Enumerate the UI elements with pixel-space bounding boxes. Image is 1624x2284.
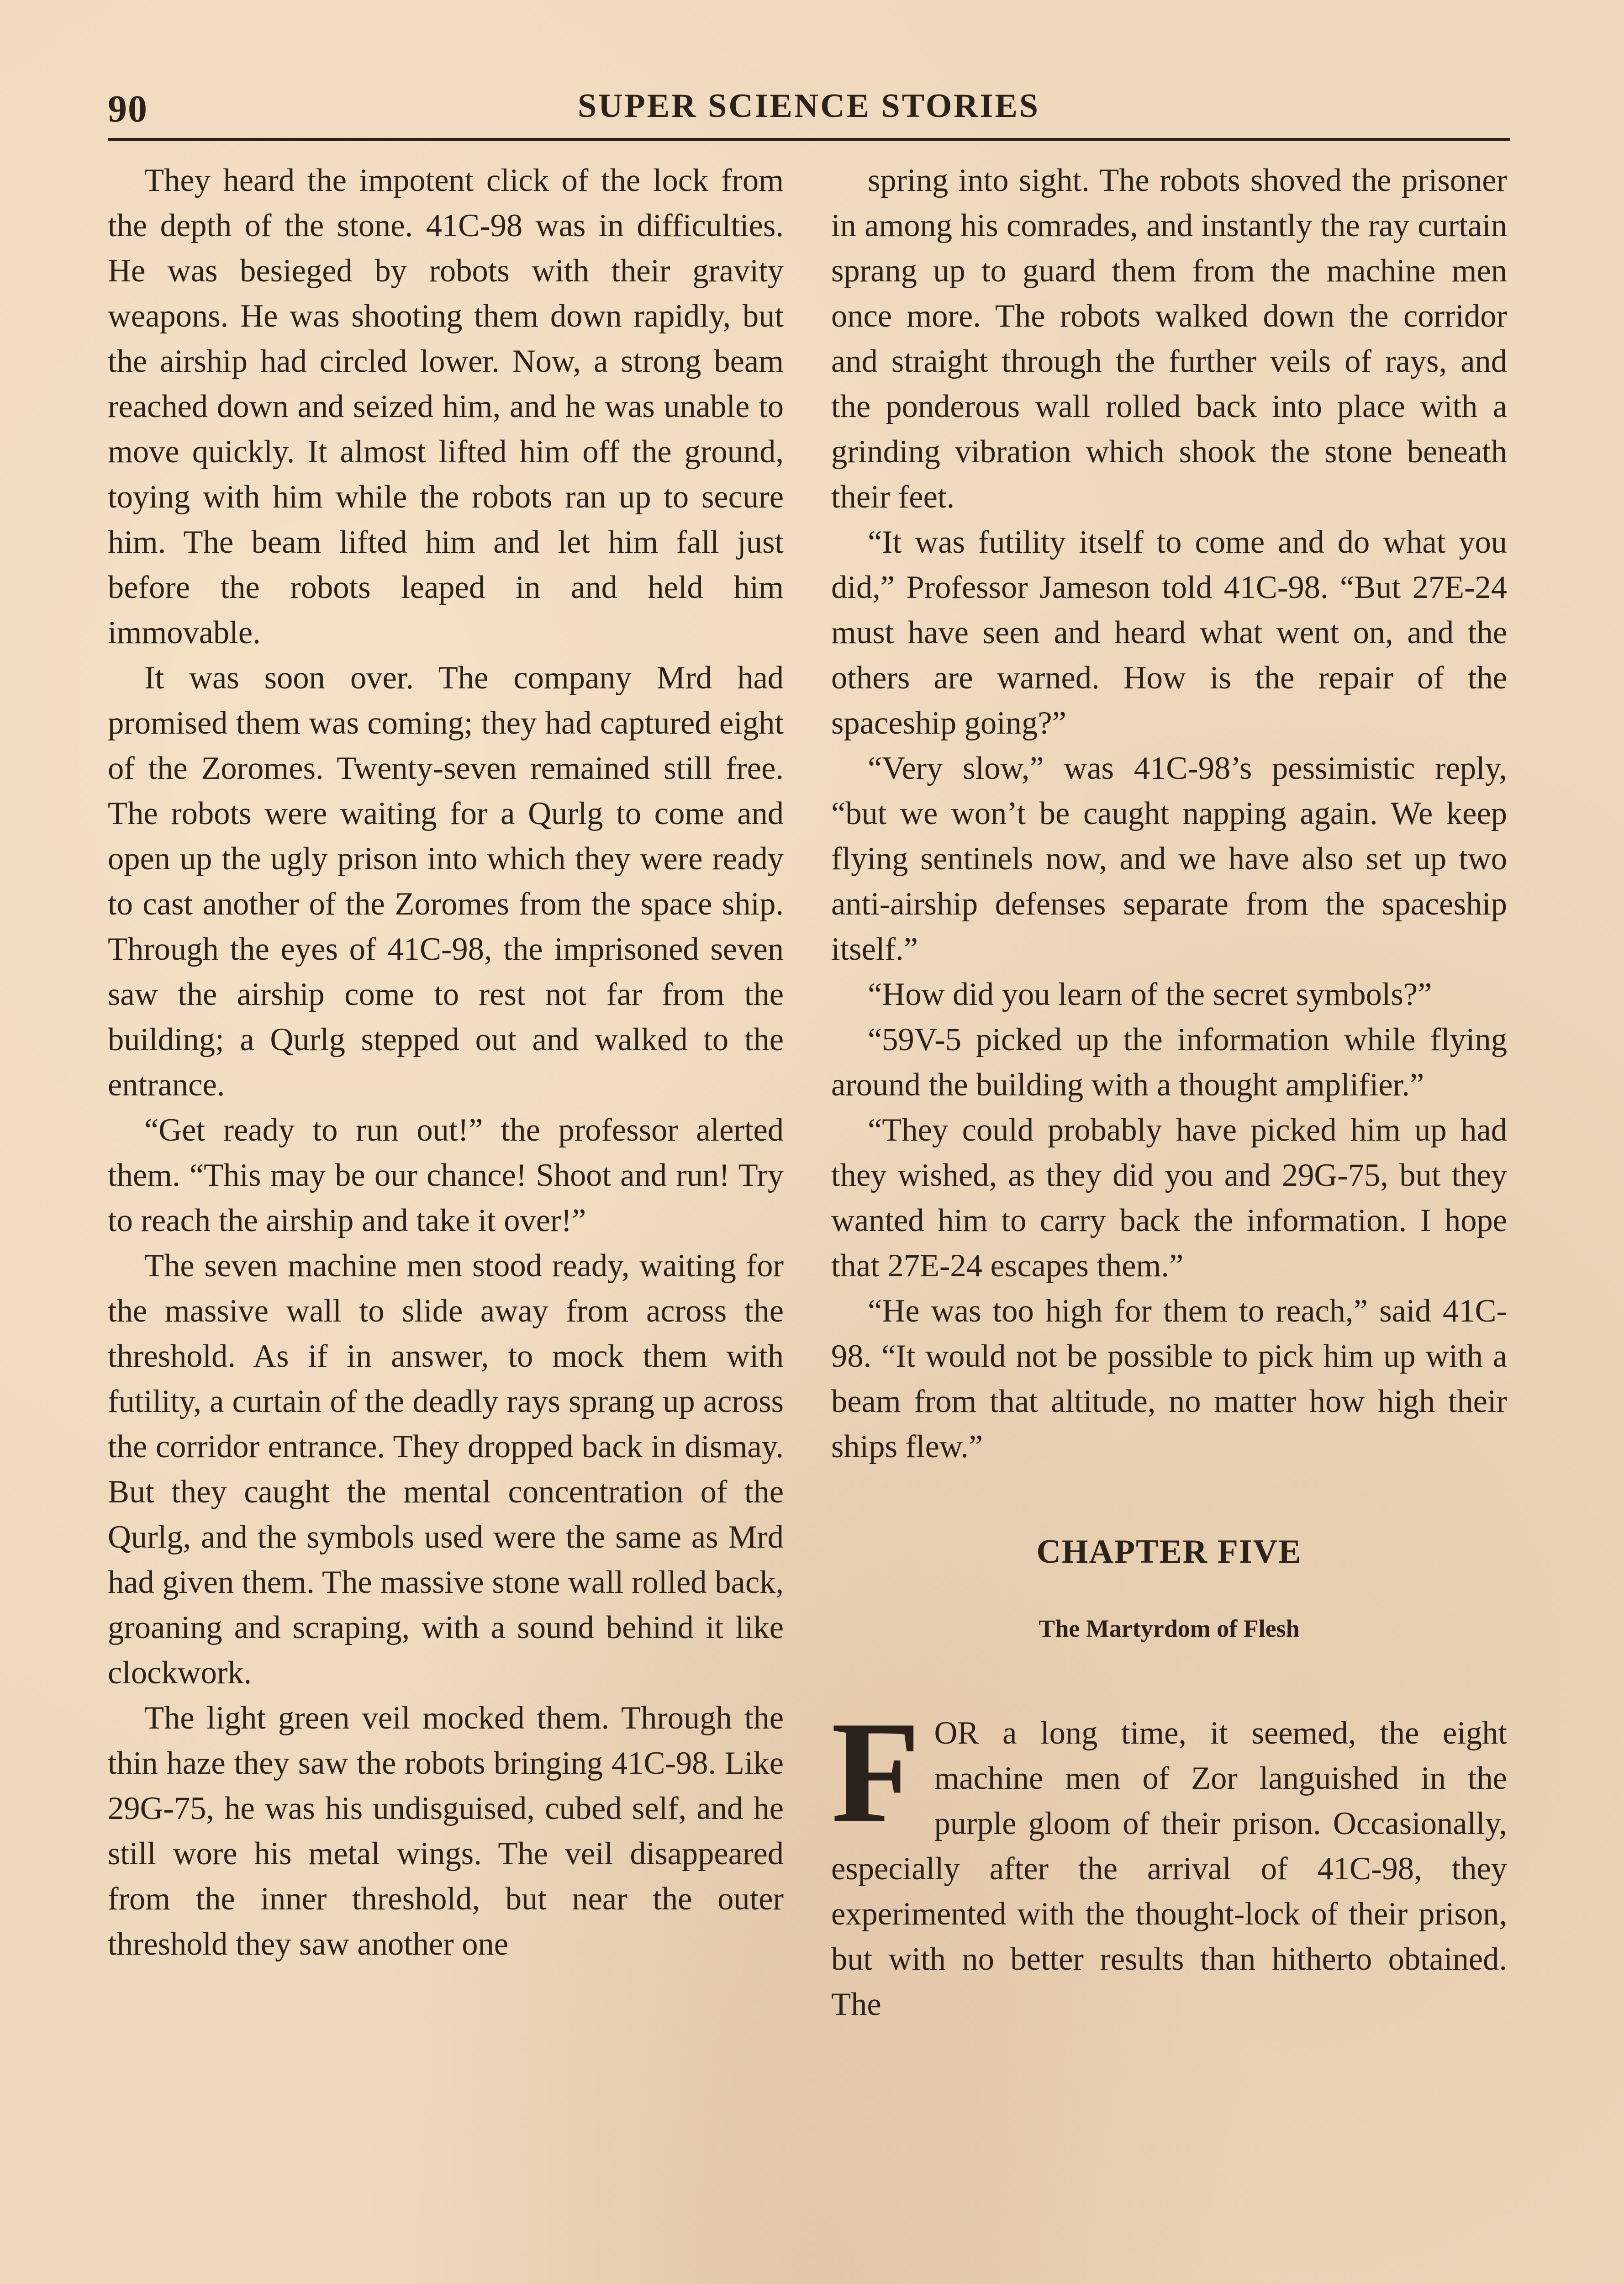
paragraph: They heard the impotent click of the lock from the depth of the stone. 41C-98 was in difficulties. He was besieged by robots with their gravity weapons. He was shooting them down rapidly, but the airship had circled lower. Now, a strong beam reached down and seized him, and he was unable to move quickly. It almost lifted him off the ground, toying with him while the robots ran up to secure him. The beam lifted him and let him fall just before the robots leaped in and held him immovable.: [108, 163, 784, 650]
header-rule: [108, 138, 1510, 141]
paragraph: “Very slow,” was 41C-98’s pessimistic reply, “but we won’t be caught napping again. We keep flying sentinels now, and we have also set up two anti-airship defenses separate from the spaceship itself.”: [831, 751, 1507, 967]
left-column: [108, 158, 784, 1967]
chapter-subtitle: The Martyrdom of Flesh: [1039, 1615, 1300, 1642]
paragraph: spring into sight. The robots shoved the prisoner in among his comrades, and instantly the ray curtain sprang up to guard them from the machine men once more. The robots walked down the corridor and straight through the further veils of rays, and the ponderous wall rolled back into place with a grinding vibration which shook the stone beneath their feet.: [831, 163, 1507, 515]
paragraph: The light green veil mocked them. Through the thin haze they saw the robots bringing 41C-98. Like 29G-75, he was his undisguised, cubed self, and he still wore his metal wings. The veil disappeared from the inner threshold, but near the outer threshold they saw another one: [108, 1700, 784, 1962]
paragraph: “He was too high for them to reach,” said 41C-98. “It would not be possible to pick him up with a beam from that altitude, no matter how high their ships flew.”: [831, 1293, 1507, 1465]
chapter-title: CHAPTER FIVE: [1036, 1533, 1302, 1570]
paragraph: The seven machine men stood ready, waiting for the massive wall to slide away from across the threshold. As if in answer, to mock them with futility, a curtain of the deadly rays sprang up across the corridor entrance. They dropped back in dismay. But they caught the mental concentration of the Qurlg, and the symbols used were the same as Mrd had given them. The massive stone wall rolled back, groaning and scraping, with a sound behind it like clockwork.: [108, 1248, 784, 1691]
paragraph: “How did you learn of the secret symbols?”: [868, 977, 1432, 1012]
chapter-opening-paragraph: [831, 1692, 1507, 2027]
chapter-opening-text: OR a long time, it seemed, the eight machine men of Zor languished in the purple gloom of their prison. Occasionally, especially after the arrival of 41C-98, they experimented with the thought-lock of their prison, but with no better results than hitherto obtained. The: [831, 1715, 1507, 2022]
drop-cap: F: [831, 1692, 921, 1853]
chapter-heading: [831, 1529, 1507, 1647]
paragraph: It was soon over. The company Mrd had promised them was coming; they had captured eight of the Zoromes. Twenty-seven remained still free. The robots were waiting for a Qurlg to come and open up the ugly prison into which they were ready to cast another of the Zoromes from the space ship. Through the eyes of 41C-98, the imprisoned seven saw the airship come to rest not far from the building; a Qurlg stepped out and walked to the entrance.: [108, 660, 784, 1103]
page-number: 90: [108, 88, 148, 130]
running-title: SUPER SCIENCE STORIES: [577, 87, 1040, 125]
paragraph: “They could probably have picked him up had they wished, as they did you and 29G-75, but they wanted him to carry back the information. I hope that 27E-24 escapes them.”: [831, 1112, 1507, 1284]
paragraph: “59V-5 picked up the information while flying around the building with a thought amplifier.”: [831, 1022, 1507, 1103]
paragraph: “Get ready to run out!” the professor alerted them. “This may be our chance! Shoot and run! Try to reach the airship and take it over!”: [108, 1112, 784, 1238]
page-header: [108, 87, 1510, 137]
right-column: [831, 158, 1507, 2027]
paragraph: “It was futility itself to come and do what you did,” Professor Jameson told 41C-98. “But 27E-24 must have seen and heard what went on, and the others are warned. How is the repair of the spaceship going?”: [831, 524, 1507, 741]
